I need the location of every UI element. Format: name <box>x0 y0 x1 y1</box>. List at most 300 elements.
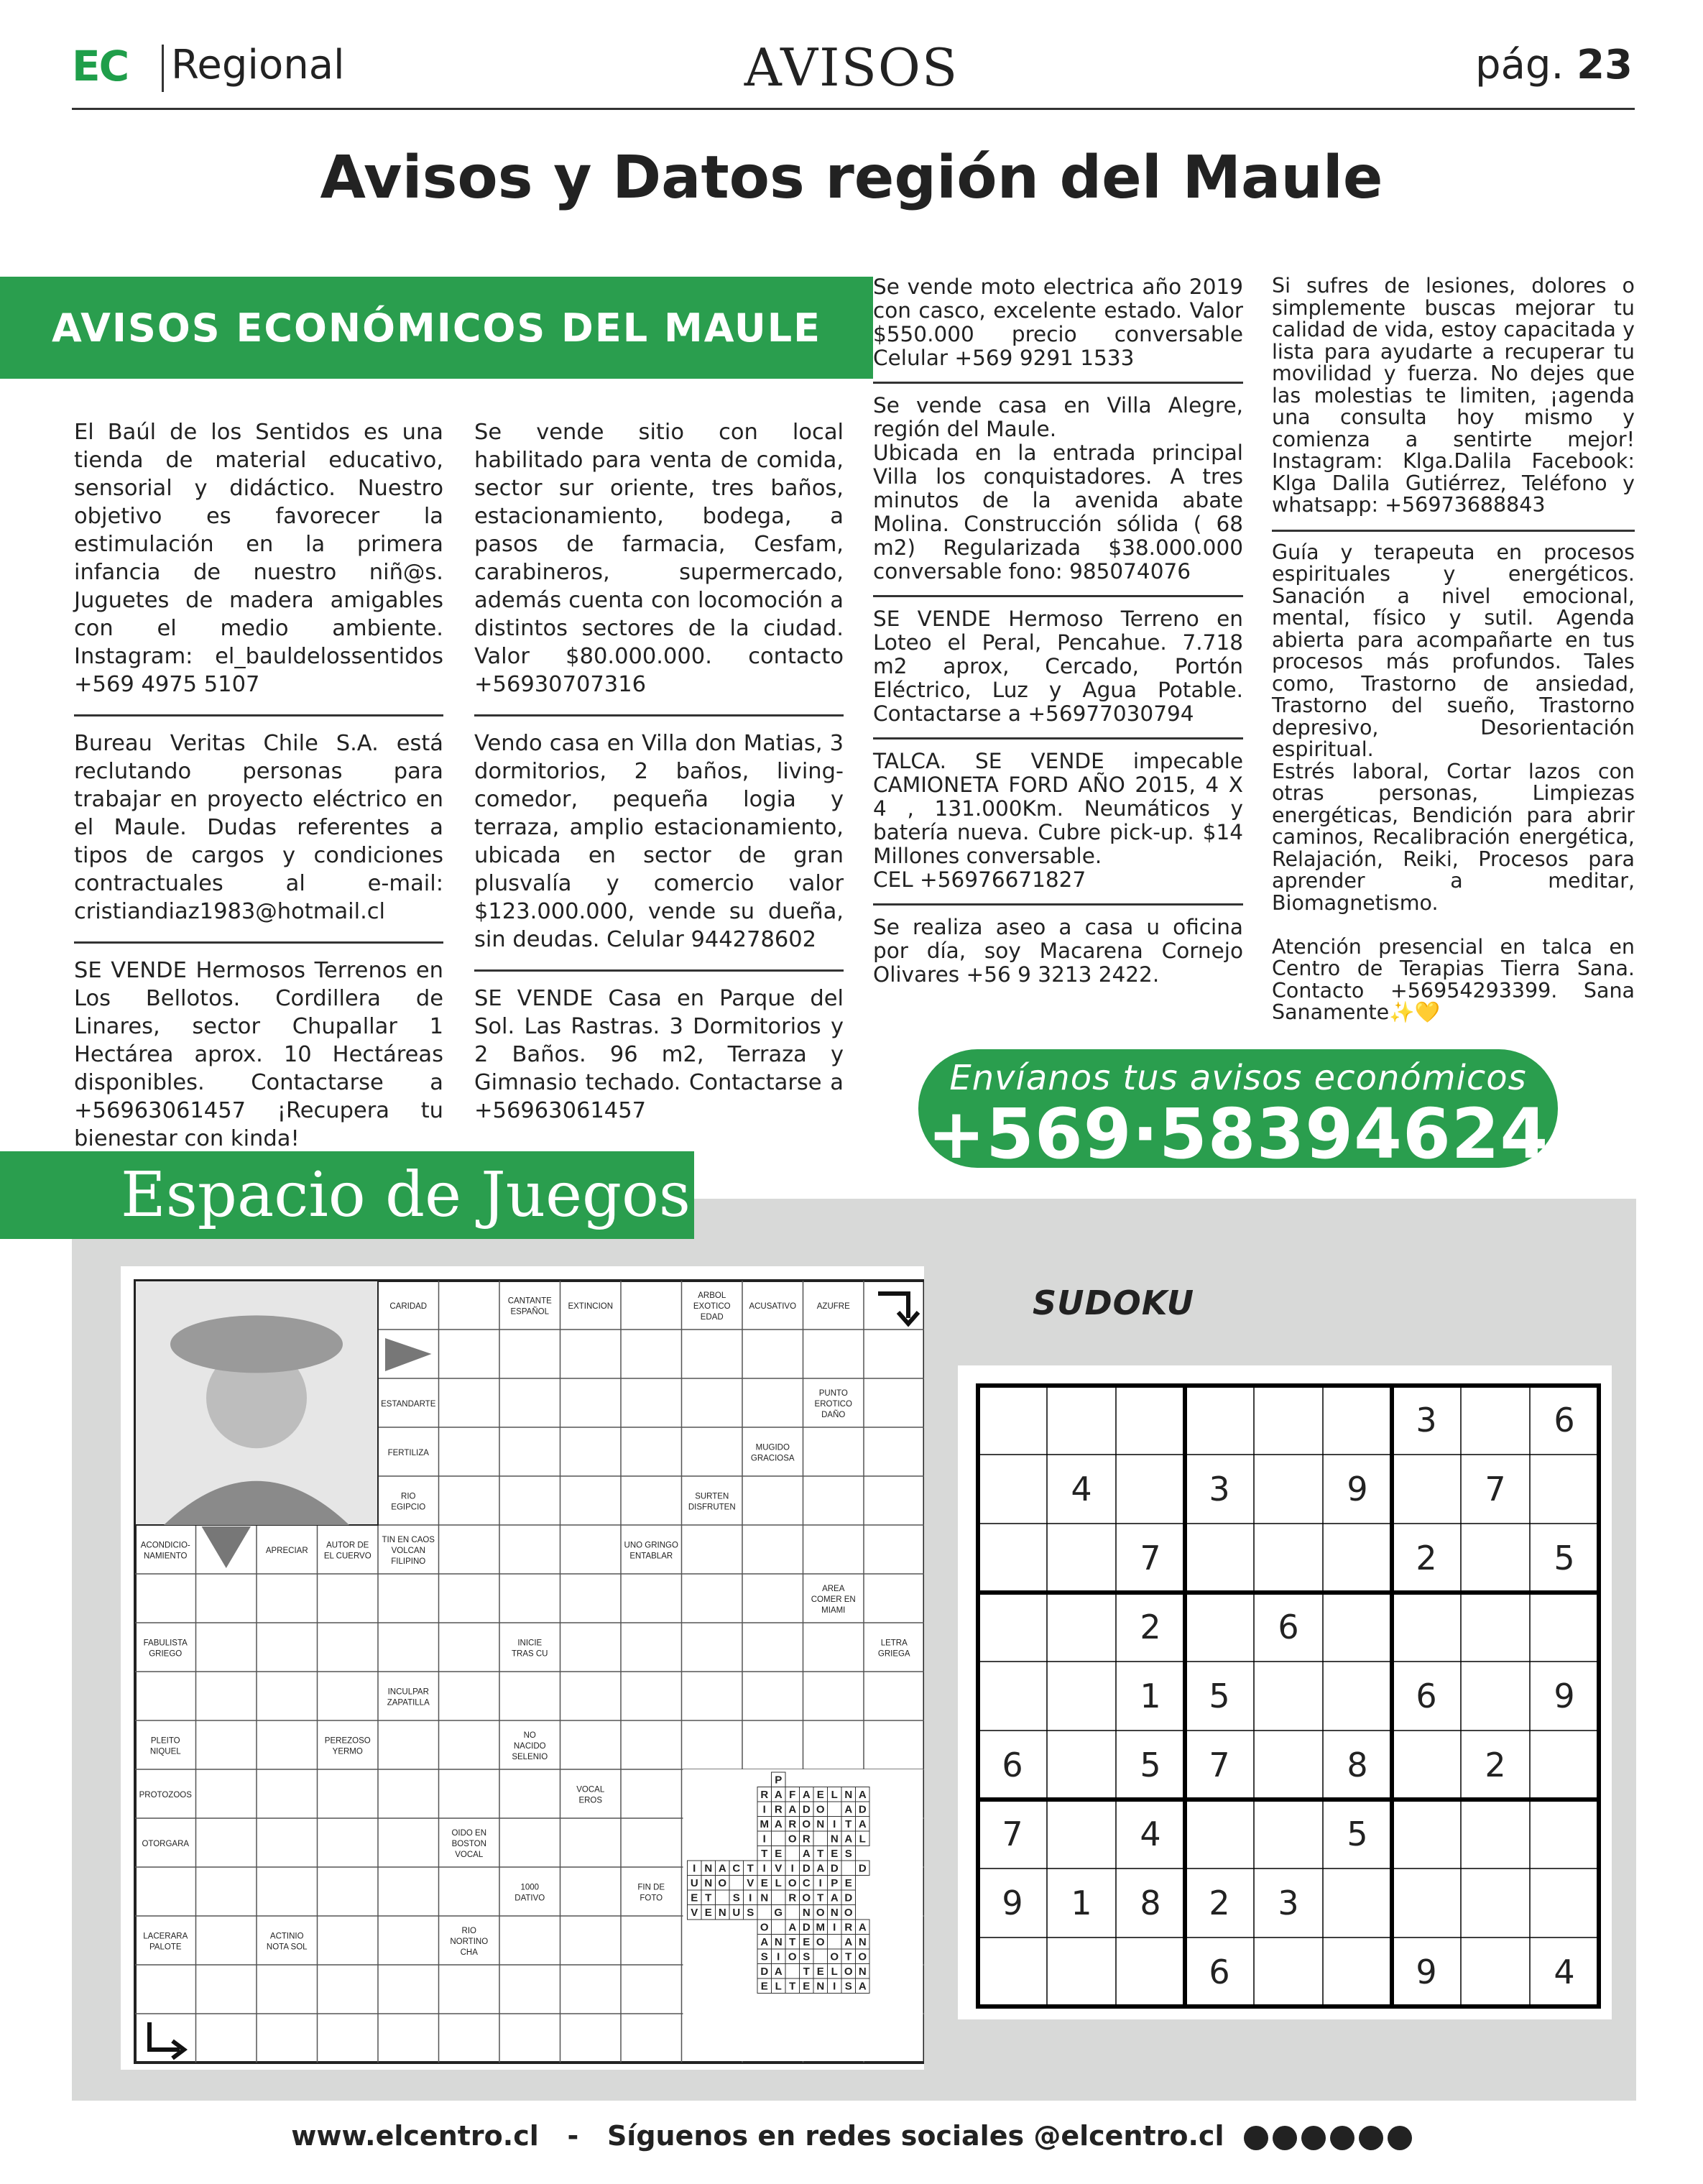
solution-letter: T <box>817 1848 824 1860</box>
solution-letter: A <box>858 1921 867 1934</box>
sudoku-given: 5 <box>1554 1539 1575 1577</box>
solution-letter: L <box>775 1877 782 1889</box>
svg-text:RIO: RIO <box>461 1927 476 1935</box>
solution-letter: E <box>816 1966 824 1978</box>
ad-divider <box>474 714 844 717</box>
solution-letter: A <box>774 1789 783 1801</box>
solution-letter: R <box>774 1803 783 1816</box>
sudoku-cell[interactable] <box>1394 1871 1459 1935</box>
instagram-icon[interactable] <box>1273 2126 1297 2150</box>
solution-letter: T <box>817 1892 824 1904</box>
solution-letter: S <box>844 1848 852 1860</box>
svg-text:FIN DE: FIN DE <box>637 1883 665 1892</box>
sudoku-given: 3 <box>1278 1884 1299 1922</box>
solution-letter: C <box>802 1877 811 1889</box>
twitter-icon[interactable] <box>1330 2126 1354 2150</box>
crossword-clue <box>381 1400 436 1409</box>
svg-text:ESTANDARTE: ESTANDARTE <box>381 1400 436 1409</box>
solution-letter: N <box>816 1980 825 1993</box>
sudoku-cell[interactable] <box>1325 1595 1390 1659</box>
sudoku-given: 3 <box>1416 1401 1437 1439</box>
facebook-icon[interactable] <box>1244 2126 1268 2150</box>
svg-text:EROS: EROS <box>578 1796 603 1805</box>
svg-text:GRIEGO: GRIEGO <box>149 1649 183 1659</box>
svg-text:FILIPINO: FILIPINO <box>391 1557 426 1566</box>
solution-letter: A <box>802 1789 811 1801</box>
svg-text:SELENIO: SELENIO <box>512 1753 548 1761</box>
queen-photo <box>135 1281 378 1525</box>
solution-letter: O <box>788 1950 797 1963</box>
svg-text:DAÑO: DAÑO <box>821 1411 846 1419</box>
solution-letter: P <box>831 1877 839 1889</box>
crossword-clue <box>142 1840 189 1848</box>
solution-letter: F <box>789 1789 796 1801</box>
solution-letter: A <box>858 1789 867 1801</box>
solution-letter: E <box>803 1980 811 1993</box>
sudoku-cell[interactable] <box>980 1526 1045 1590</box>
crossword-clue <box>451 1829 486 1859</box>
sudoku-given: 6 <box>1416 1677 1437 1715</box>
sudoku-cell[interactable] <box>980 1664 1045 1728</box>
solution-letter: D <box>802 1862 811 1875</box>
ad-terapeuta-espiritual: Guía y terapeuta en procesos espirituales y energéticos. Sanación a nivel emocional, mental, físico y sutil. Agenda abierta para acompañarte en tus procesos más profundos. Tales como, Trastorno de ansiedad, Trastorno del sueño, Trastorno depresivo, Desorientación espiritual. Estrés laboral, Cortar lazos con otras personas, Limpiezas energéticas, Bendición para abrir caminos, Recalibración energética, Relajación, Reiki, Procesos para aprender a meditar, Biomagnetismo. Atención presencial en talca en Centro de Terapias Tierra Sana. Contacto +56954293399. Sana Sanamente✨💛 <box>1272 540 1635 1024</box>
svg-text:NAMIENTO: NAMIENTO <box>144 1552 188 1561</box>
sudoku-cell[interactable] <box>1394 1802 1459 1866</box>
solution-letter: D <box>802 1803 811 1816</box>
brand-logo[interactable]: EC <box>72 42 129 91</box>
solution-letter: I <box>833 1818 836 1830</box>
footer-site-link[interactable]: www.elcentro.cl <box>291 2120 539 2152</box>
column-2 <box>474 418 844 1125</box>
sudoku-given: 9 <box>1347 1470 1368 1508</box>
send-ads-label: Envíanos tus avisos económicos <box>949 1058 1527 1098</box>
sudoku-cell[interactable] <box>1187 1802 1252 1866</box>
svg-text:VOCAL: VOCAL <box>576 1785 605 1794</box>
solution-letter: O <box>802 1892 811 1904</box>
sudoku-cell[interactable] <box>1256 1940 1321 2004</box>
solution-letter: O <box>816 1936 825 1948</box>
sudoku-cell[interactable] <box>1394 1595 1459 1659</box>
crossword-clue <box>568 1302 613 1311</box>
solution-letter: U <box>732 1907 741 1919</box>
sudoku-given: 2 <box>1209 1884 1230 1922</box>
solution-letter: P <box>775 1774 783 1787</box>
ad-casa-villa-don-matias: Vendo casa en Villa don Matias, 3 dormitorios, 2 baños, living-comedor, pequeña logia y terraza, amplio estacionamiento, ubicada en sector de gran plusvalía y comercio valor $123.000.000, vende su dueña, sin deudas. Celular 944278602 <box>474 731 844 952</box>
sudoku-cell[interactable] <box>980 1595 1045 1659</box>
sudoku-given: 9 <box>1554 1677 1575 1715</box>
solution-letter: N <box>704 1877 713 1889</box>
svg-text:BOSTON: BOSTON <box>451 1840 486 1848</box>
solution-letter: E <box>691 1892 698 1904</box>
ad-divider <box>74 941 443 944</box>
crossword-panel <box>121 1266 924 2070</box>
send-ads-contact[interactable] <box>918 1049 1558 1174</box>
solution-letter: E <box>760 1877 768 1889</box>
solution-letter: R <box>760 1789 769 1801</box>
sudoku-cell[interactable] <box>1256 1388 1321 1452</box>
sudoku-cell[interactable] <box>1463 1802 1528 1866</box>
crossword-solution <box>683 1769 923 2061</box>
solution-letter: N <box>802 1907 811 1919</box>
classifieds-banner: AVISOS ECONÓMICOS DEL MAULE <box>0 277 873 379</box>
solution-letter: N <box>760 1892 769 1904</box>
sudoku-cell[interactable] <box>1118 1457 1183 1521</box>
ad-divider <box>873 903 1243 906</box>
sudoku-cell[interactable] <box>1463 1388 1528 1452</box>
svg-text:NO: NO <box>523 1731 536 1740</box>
solution-letter: I <box>790 1862 794 1875</box>
solution-letter: O <box>788 1877 797 1889</box>
svg-text:PALOTE: PALOTE <box>149 1943 182 1952</box>
solution-letter: E <box>803 1936 811 1948</box>
solution-letter: D <box>830 1862 839 1875</box>
svg-text:NORTINO: NORTINO <box>450 1938 489 1946</box>
ad-divider <box>474 969 844 972</box>
sudoku-cell[interactable] <box>1187 1595 1252 1659</box>
page-number-value: 23 <box>1577 42 1633 88</box>
svg-text:PUNTO: PUNTO <box>818 1389 848 1398</box>
svg-text:VOLCAN: VOLCAN <box>391 1547 425 1555</box>
sudoku-grid <box>958 1365 1612 2019</box>
solution-letter: I <box>762 1803 766 1816</box>
sudoku-given: 7 <box>1140 1539 1161 1577</box>
ad-casa-parque-sol: SE VENDE Casa en Parque del Sol. Las Rastras. 3 Dormitorios y 2 Baños. 96 m2, Terraza y Gimnasio techado. Contactarse a +56963061457 <box>474 986 844 1123</box>
sudoku-cell[interactable] <box>1325 1388 1390 1452</box>
sudoku-cell[interactable] <box>1256 1457 1321 1521</box>
sudoku-cell[interactable] <box>1118 1388 1183 1452</box>
svg-text:ESPAÑOL: ESPAÑOL <box>510 1307 549 1317</box>
sudoku-cell[interactable] <box>1532 1595 1597 1659</box>
svg-text:ARBOL: ARBOL <box>698 1291 726 1300</box>
solution-letter: T <box>747 1862 754 1875</box>
svg-text:ENTABLAR: ENTABLAR <box>629 1552 673 1561</box>
svg-text:CARIDAD: CARIDAD <box>389 1302 428 1311</box>
svg-text:COMER EN: COMER EN <box>811 1595 856 1604</box>
solution-letter: A <box>858 1818 867 1830</box>
svg-text:MIAMI: MIAMI <box>821 1606 846 1615</box>
solution-letter: V <box>691 1907 698 1919</box>
solution-letter: E <box>831 1848 839 1860</box>
sudoku-cell[interactable] <box>1118 1940 1183 2004</box>
svg-text:LACERARA: LACERARA <box>143 1932 188 1941</box>
solution-letter: I <box>693 1862 696 1875</box>
svg-text:PLEITO: PLEITO <box>150 1736 180 1746</box>
solution-letter: N <box>830 1833 839 1846</box>
sudoku-cell[interactable] <box>980 1388 1045 1452</box>
svg-text:YERMO: YERMO <box>332 1747 363 1756</box>
solution-letter: N <box>816 1818 825 1830</box>
solution-letter: A <box>788 1921 797 1934</box>
solution-letter: D <box>802 1921 811 1934</box>
sudoku-cell[interactable] <box>1463 1871 1528 1935</box>
sudoku-cell[interactable] <box>1394 1457 1459 1521</box>
footer-dash: - <box>567 2120 579 2152</box>
ad-kinesiologa: Si sufres de lesiones, dolores o simplemente buscas mejorar tu calidad de vida, estoy capacitada y lista para ayudarte a recuperar tu movilidad y fuerza. No dejes que las molestias te limiten, ¡agenda una consulta hoy mismo y comienza a sentirte mejor! Instagram: Klga.Dalila Facebook: Klga Dalila Gutiérrez, Teléfono y whatsapp: +56973688843 <box>1272 274 1635 517</box>
ad-divider <box>873 382 1243 384</box>
sudoku-cell[interactable] <box>1463 1595 1528 1659</box>
solution-letter: A <box>844 1803 853 1816</box>
youtube-icon[interactable] <box>1301 2126 1326 2150</box>
solution-letter: I <box>762 1833 766 1846</box>
svg-text:ACUSATIVO: ACUSATIVO <box>749 1302 797 1311</box>
sudoku-cell[interactable] <box>1049 1595 1114 1659</box>
solution-letter: G <box>774 1907 783 1919</box>
solution-letter: S <box>732 1892 740 1904</box>
ad-divider <box>1272 530 1635 532</box>
sudoku-cell[interactable] <box>1532 1802 1597 1866</box>
sudoku-cell[interactable] <box>1187 1388 1252 1452</box>
solution-letter: S <box>747 1907 754 1919</box>
solution-letter: S <box>844 1980 852 1993</box>
svg-text:DATIVO: DATIVO <box>514 1894 545 1903</box>
sudoku-cell[interactable] <box>1325 1871 1390 1935</box>
sudoku-cell[interactable] <box>980 1940 1045 2004</box>
page-category-title: AVISOS <box>744 37 959 98</box>
svg-text:LETRA: LETRA <box>880 1639 908 1648</box>
sudoku-cell[interactable] <box>1049 1664 1114 1728</box>
solution-letter: R <box>788 1892 797 1904</box>
crossword-clue <box>139 1791 193 1800</box>
tiktok-icon[interactable] <box>1388 2126 1412 2150</box>
solution-letter: E <box>816 1789 824 1801</box>
footer-social-text: Síguenos en redes sociales @elcentro.cl <box>606 2120 1224 2152</box>
sudoku-given: 6 <box>1278 1608 1299 1646</box>
ad-moto-electrica: Se vende moto electrica año 2019 con casco, excelente estado. Valor $550.000 precio conversable Celular +569 9291 1533 <box>873 275 1243 370</box>
crossword-clue <box>389 1302 427 1311</box>
svg-text:GRACIOSA: GRACIOSA <box>750 1454 795 1463</box>
sudoku-cell[interactable] <box>1256 1526 1321 1590</box>
header-rule <box>72 108 1635 110</box>
sudoku-given: 2 <box>1140 1608 1161 1646</box>
sudoku-cell[interactable] <box>1325 1664 1390 1728</box>
svg-text:FOTO: FOTO <box>640 1894 663 1903</box>
svg-text:ACONDICIO-: ACONDICIO- <box>140 1541 190 1550</box>
svg-text:SURTEN: SURTEN <box>695 1492 729 1501</box>
sudoku-cell[interactable] <box>980 1457 1045 1521</box>
svg-text:ACTINIO: ACTINIO <box>269 1932 304 1941</box>
svg-text:NIQUEL: NIQUEL <box>149 1747 181 1756</box>
sudoku-cell[interactable] <box>1463 1940 1528 2004</box>
solution-letter: E <box>704 1907 712 1919</box>
solution-letter: T <box>761 1848 768 1860</box>
svg-text:EXTINCION: EXTINCION <box>568 1302 614 1311</box>
solution-letter: S <box>803 1950 811 1963</box>
crossword-clue <box>749 1302 796 1311</box>
solution-letter: O <box>816 1907 825 1919</box>
solution-letter: S <box>760 1950 768 1963</box>
svg-text:AREA: AREA <box>822 1585 845 1593</box>
solution-letter: A <box>774 1818 783 1830</box>
svg-text:PROTOZOOS: PROTOZOOS <box>139 1791 192 1800</box>
games-banner: Espacio de Juegos <box>0 1151 694 1239</box>
sudoku-given: 8 <box>1347 1746 1368 1784</box>
sudoku-given: 7 <box>1485 1470 1506 1508</box>
solution-letter: O <box>816 1803 825 1816</box>
sudoku-given: 6 <box>1554 1401 1575 1439</box>
crossword-grid <box>121 1266 924 2070</box>
ad-divider <box>74 714 443 717</box>
solution-letter: O <box>830 1950 839 1963</box>
svg-text:TIN EN CAOS: TIN EN CAOS <box>382 1536 435 1544</box>
solution-letter: V <box>747 1877 754 1889</box>
solution-letter: N <box>844 1789 853 1801</box>
solution-letter: I <box>762 1862 766 1875</box>
sudoku-cell[interactable] <box>1394 1733 1459 1797</box>
solution-letter: I <box>749 1892 752 1904</box>
ad-bureau-veritas: Bureau Veritas Chile S.A. está reclutando personas para trabajar en proyecto eléctrico en el Maule. Dudas referentes a tipos de cargos y condiciones contractuales al e-mail: cristiandiaz1983@hotmail.cl <box>74 731 443 924</box>
svg-text:OTORGARA: OTORGARA <box>142 1840 190 1848</box>
solution-letter: L <box>859 1833 866 1846</box>
solution-letter: T <box>803 1966 810 1978</box>
solution-letter: I <box>833 1980 836 1993</box>
sudoku-given: 7 <box>1209 1746 1230 1784</box>
ad-terreno-el-peral: SE VENDE Hermoso Terreno en Loteo el Peral, Pencahue. 7.718 m2 aprox, Cercado, Portón Eléctrico, Luz y Agua Potable. Contactarse a +56977030794 <box>873 607 1243 726</box>
sudoku-title: SUDOKU <box>1033 1284 1195 1322</box>
solution-letter: A <box>802 1848 811 1860</box>
solution-letter: N <box>718 1907 726 1919</box>
solution-letter: U <box>690 1877 698 1889</box>
svg-text:UNO GRINGO: UNO GRINGO <box>624 1541 678 1550</box>
solution-letter: A <box>788 1803 797 1816</box>
send-ads-phone[interactable]: +569·58394624 <box>927 1094 1549 1174</box>
social-icons <box>1244 2126 1412 2150</box>
column-1 <box>74 418 443 1153</box>
solution-letter: O <box>844 1907 853 1919</box>
page-title: Avisos y Datos región del Maule <box>320 144 1383 212</box>
sudoku-given: 5 <box>1347 1815 1368 1853</box>
solution-letter: E <box>760 1980 768 1993</box>
ad-casa-villa-alegre: Se vende casa en Villa Alegre, región del Maule. Ubicada en la entrada principal Villa los conquistadores. A tres minutos de la avenida abate Molina. Construcción sólida ( 68 m2) Regularizada $38.000.000 conversable fono: 985074076 <box>873 393 1243 584</box>
sudoku-cell[interactable] <box>1049 1526 1114 1590</box>
ad-sitio-local: Se vende sitio con local habilitado para venta de comida, sector sur oriente, tres baños, estacionamiento, bodega, a pasos de farmacia, Cesfam, carabineros, supermercado, además cuenta con locomoción a distintos sectores de la ciudad. Valor $80.000.000. contacto +56930707316 <box>474 420 844 697</box>
solution-letter: E <box>844 1877 852 1889</box>
svg-text:NACIDO: NACIDO <box>513 1742 546 1751</box>
solution-letter: L <box>831 1966 838 1978</box>
solution-letter: A <box>816 1862 825 1875</box>
sudoku-given: 6 <box>1002 1746 1023 1784</box>
sudoku-cell[interactable] <box>1325 1526 1390 1590</box>
sudoku-given: 2 <box>1416 1539 1437 1577</box>
sudoku-given: 8 <box>1140 1884 1161 1922</box>
sudoku-cell[interactable] <box>1049 1388 1114 1452</box>
solution-letter: L <box>831 1789 838 1801</box>
svg-text:MUGIDO: MUGIDO <box>755 1443 790 1452</box>
svg-text:ZAPATILLA: ZAPATILLA <box>387 1698 430 1708</box>
solution-letter: A <box>858 1980 867 1993</box>
svg-text:DISFRUTEN: DISFRUTEN <box>688 1503 736 1512</box>
solution-letter: D <box>760 1966 769 1978</box>
sudoku-cell[interactable] <box>1532 1733 1597 1797</box>
sudoku-cell[interactable] <box>1463 1526 1528 1590</box>
sudoku-cell[interactable] <box>1463 1664 1528 1728</box>
sudoku-panel <box>958 1365 1612 2019</box>
solution-letter: R <box>844 1921 853 1934</box>
solution-letter: A <box>760 1936 769 1948</box>
svg-text:INCULPAR: INCULPAR <box>387 1687 429 1697</box>
sudoku-given: 1 <box>1071 1884 1092 1922</box>
solution-letter: I <box>777 1950 780 1963</box>
solution-letter: N <box>704 1862 713 1875</box>
sudoku-cell[interactable] <box>1187 1526 1252 1590</box>
sudoku-given: 3 <box>1209 1470 1230 1508</box>
svg-text:CHA: CHA <box>460 1948 478 1957</box>
sudoku-cell[interactable] <box>1256 1733 1321 1797</box>
solution-letter: L <box>775 1980 782 1993</box>
sudoku-cell[interactable] <box>1325 1940 1390 2004</box>
svg-text:1000: 1000 <box>520 1883 540 1892</box>
sudoku-cell[interactable] <box>1049 1802 1114 1866</box>
solution-letter: O <box>858 1950 867 1963</box>
solution-letter: M <box>816 1921 825 1934</box>
sudoku-cell[interactable] <box>1532 1871 1597 1935</box>
svg-text:EROTICO: EROTICO <box>814 1400 852 1409</box>
sudoku-cell[interactable] <box>1049 1940 1114 2004</box>
crossword-clue <box>817 1302 850 1311</box>
svg-text:EL CUERVO: EL CUERVO <box>323 1552 371 1561</box>
sudoku-given: 4 <box>1554 1953 1575 1991</box>
solution-letter: O <box>718 1877 727 1889</box>
solution-letter: A <box>718 1862 726 1875</box>
page-prefix: pág. <box>1475 42 1564 88</box>
solution-letter: D <box>844 1892 853 1904</box>
solution-letter: A <box>830 1892 839 1904</box>
svg-text:EGIPCIO: EGIPCIO <box>391 1503 426 1512</box>
solution-letter: T <box>789 1936 796 1948</box>
column-3 <box>873 275 1243 987</box>
svg-text:EXOTICO: EXOTICO <box>693 1302 731 1311</box>
solution-letter: C <box>732 1862 741 1875</box>
svg-text:APRECIAR: APRECIAR <box>265 1547 308 1555</box>
sudoku-given: 4 <box>1140 1815 1161 1853</box>
sudoku-given: 4 <box>1071 1470 1092 1508</box>
section-name: Regional <box>171 42 345 88</box>
sudoku-cell[interactable] <box>1256 1664 1321 1728</box>
svg-text:AUTOR DE: AUTOR DE <box>326 1541 369 1550</box>
solution-letter: A <box>774 1966 783 1978</box>
svg-text:AZUFRE: AZUFRE <box>816 1302 850 1311</box>
crossword-clue <box>388 1449 430 1457</box>
solution-letter: O <box>760 1921 769 1934</box>
solution-letter: A <box>844 1833 853 1846</box>
ad-terrenos-bellotos: SE VENDE Hermosos Terrenos en Los Bellotos. Cordillera de Linares, sector Chupallar 1 Hectárea aprox. 10 Hectáreas disponibles. Contactarse a +56963061457 ¡Recupera tu bienestar con kinda! <box>74 958 443 1151</box>
sudoku-given: 1 <box>1140 1677 1161 1715</box>
svg-text:RIO: RIO <box>401 1492 416 1501</box>
solution-letter: N <box>830 1907 839 1919</box>
sudoku-cell[interactable] <box>1256 1802 1321 1866</box>
svg-text:FABULISTA: FABULISTA <box>143 1639 188 1648</box>
solution-letter: T <box>845 1818 852 1830</box>
solution-letter: N <box>858 1966 867 1978</box>
svg-text:TRAS CU: TRAS CU <box>512 1649 548 1659</box>
spotify-icon[interactable] <box>1359 2126 1383 2150</box>
solution-letter: N <box>774 1936 783 1948</box>
svg-text:FERTILIZA: FERTILIZA <box>387 1449 429 1457</box>
ad-aseo-casa: Se realiza aseo a casa u oficina por día, soy Macarena Cornejo Olivares +56 9 3213 2422. <box>873 915 1243 987</box>
solution-letter: O <box>844 1966 853 1978</box>
solution-letter: N <box>858 1936 867 1948</box>
footer <box>0 2120 1703 2152</box>
solution-letter: V <box>775 1862 783 1875</box>
page-number <box>1475 42 1633 88</box>
solution-letter: T <box>845 1950 852 1963</box>
sudoku-cell[interactable] <box>1049 1733 1114 1797</box>
ad-baul-sentidos: El Baúl de los Sentidos es una tienda de material educativo, sensorial y didáctico. Nuestro objetivo es favorecer la estimulación en la primera infancia de nuestro niñ@s. Juguetes de madera amigables con el medio ambiente. Instagram: el_bauldelossentidos +569 4975 5107 <box>74 420 443 697</box>
sudoku-cell[interactable] <box>1532 1457 1597 1521</box>
solution-letter: D <box>858 1862 867 1875</box>
solution-letter: O <box>802 1818 811 1830</box>
sudoku-given: 6 <box>1209 1953 1230 1991</box>
solution-letter: M <box>760 1818 769 1830</box>
